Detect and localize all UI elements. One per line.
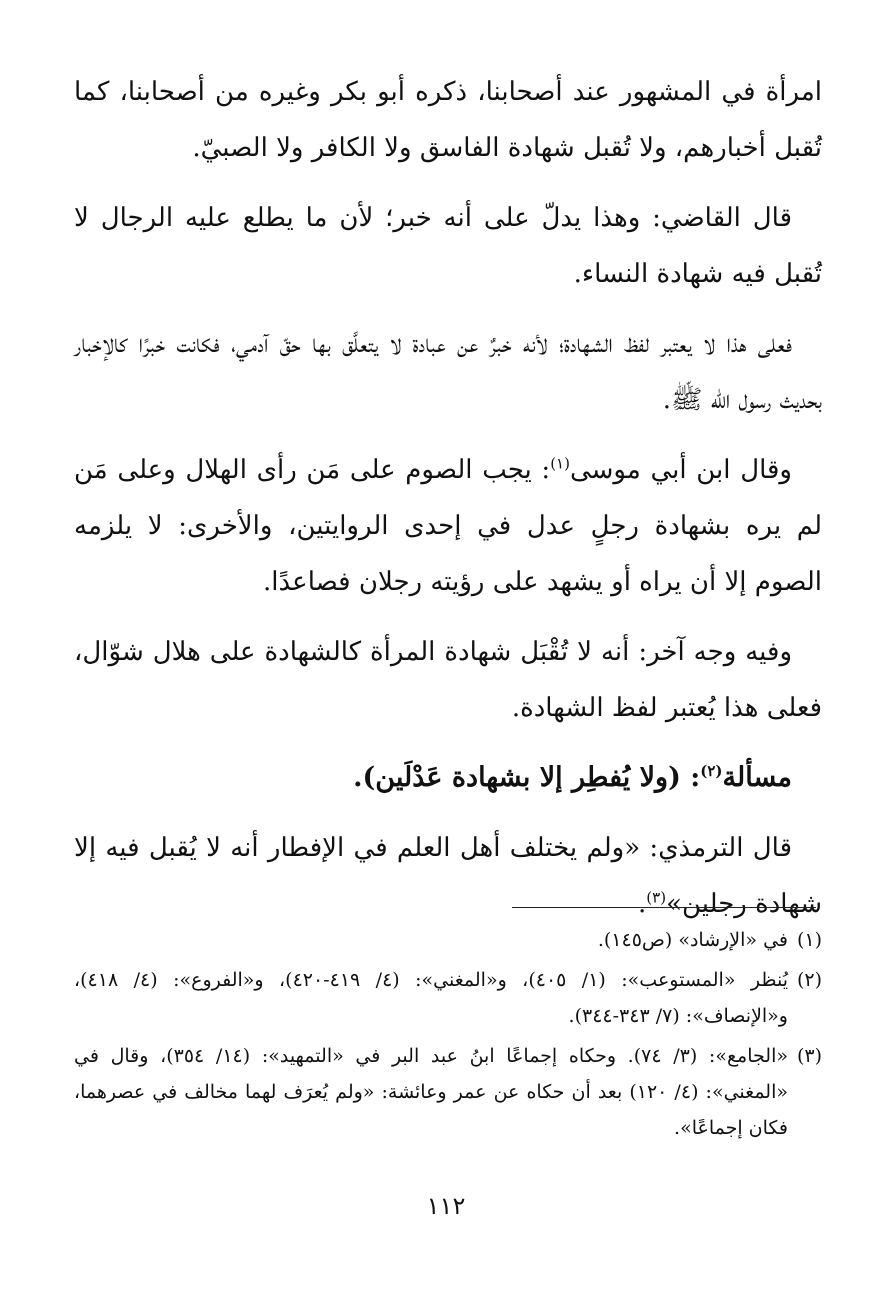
footnote-3-text: «الجامع»: (٣/ ٧٤). وحكاه إجماعًا ابنُ عبد البر في «التمهيد»: (١٤/ ٣٥٤)، وقال في «المغني»: (٤/ ١٢٠) بعد أن حكاه عن عمر وعائشة: «ولم يُعرَف لهما مخالف في عصرهما، فكان إجماعًا». <box>74 1045 788 1139</box>
paragraph-5: وفيه وجه آخر: أنه لا تُقْبَل شهادة المرأة كالشهادة على هلال شوّال، فعلى هذا يُعتبر لفظ الشهادة. <box>74 637 822 723</box>
footnote-ref-3: (٣) <box>646 888 667 907</box>
heading-text: : (ولا يُفطِر إلا بشهادة عَدْلَين). <box>353 762 701 793</box>
main-text <box>74 64 822 946</box>
paragraph-1: امرأة في المشهور عند أصحابنا، ذكره أبو بكر وغيره من أصحابنا، كما تُقبل أخبارهم، ولا تُقبل شهادة الفاسق ولا الكافر ولا الصبيّ. <box>74 77 822 163</box>
paragraph-4-rest: : يجب الصوم على مَن رأى الهلال وعلى مَن لم يره بشهادة رجلٍ عدل في إحدى الروايتين، والأخرى: لا يلزمه الصوم إلا أن يراه أو يشهد على رؤيته رجلان فصاعدًا. <box>74 455 822 597</box>
footnote-2-number: (٢) <box>796 969 822 991</box>
page-number: ١١٢ <box>426 1192 466 1220</box>
paragraph-3: فعلى هذا لا يعتبر لفظ الشهادة؛ لأنه خبرٌ عن عبادة لا يتعلَّق بها حقّ آدمي، فكانت خبرًا كالإخبار بحديث رسول الله ﷺ. <box>74 329 822 415</box>
footnote-1 <box>74 922 822 958</box>
paragraph-4 <box>74 442 822 610</box>
footnotes <box>74 922 822 1150</box>
paragraph-6-start: قال الترمذي: «ولم يختلف أهل العلم في الإفطار أنه لا يُقبل فيه إلا شهادة رجلين» <box>74 833 822 919</box>
heading-word: مسألة <box>722 762 792 793</box>
footnote-3 <box>74 1038 822 1146</box>
paragraph-4-start: وقال ابن أبي موسى <box>569 455 792 485</box>
section-heading <box>74 750 822 806</box>
footnote-2 <box>74 962 822 1034</box>
footnote-ref-2: (٢) <box>700 762 723 780</box>
footnote-divider <box>512 907 816 908</box>
paragraph-2: قال القاضي: وهذا يدلّ على أنه خبر؛ لأن ما يطلع عليه الرجال لا تُقبل فيه شهادة النساء. <box>74 203 822 289</box>
paragraph-6-end: . <box>638 889 647 919</box>
footnote-ref-1: (١) <box>550 454 570 473</box>
footnote-1-text: في «الإرشاد» (ص١٤٥). <box>597 929 788 951</box>
footnote-3-number: (٣) <box>796 1045 822 1067</box>
paragraph-6 <box>74 820 822 932</box>
footnote-2-text: يُنظر «المستوعب»: (١/ ٤٠٥)، و«المغني»: (٤/ ٤١٩-٤٢٠)، و«الفروع»: (٤/ ٤١٨)، و«الإنصاف»: (٧/ ٣٤٣-٣٤٤). <box>74 969 788 1027</box>
footnote-1-number: (١) <box>796 929 822 951</box>
